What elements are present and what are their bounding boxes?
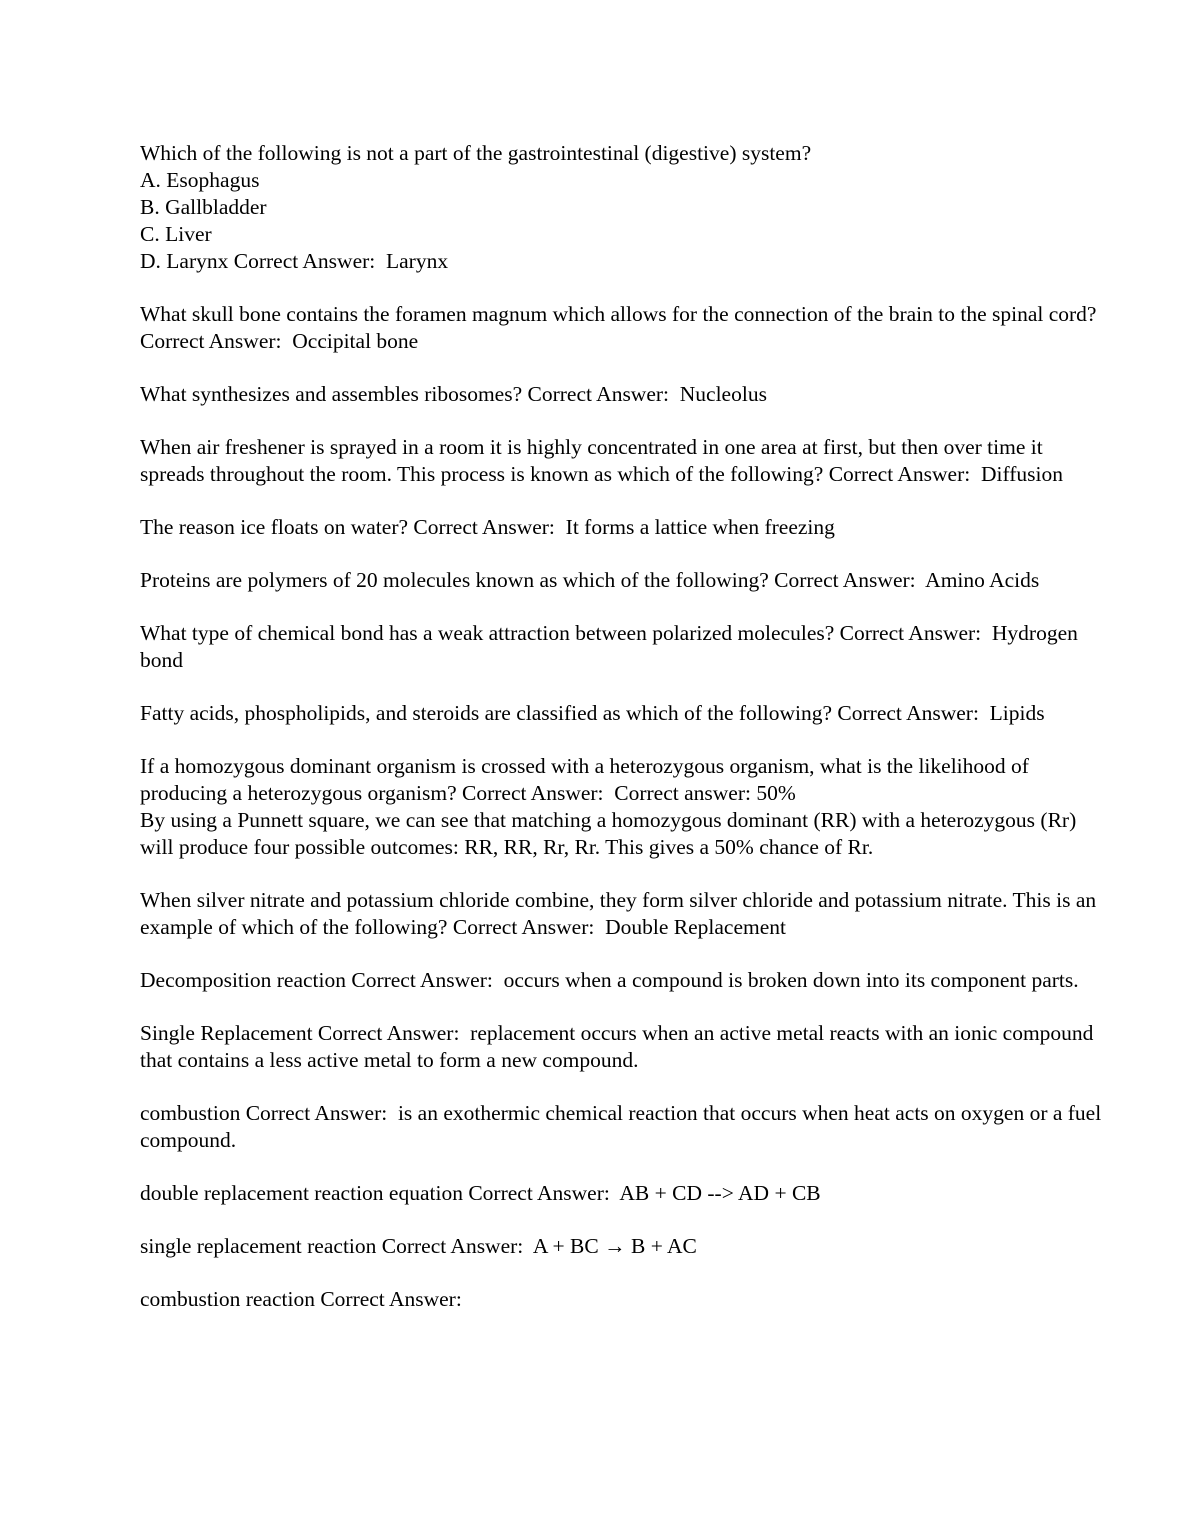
question-answer-text: spreads throughout the room. This process is known as which of the following? Correct Answer: Diffusion	[140, 462, 1063, 486]
question-answer-text: What type of chemical bond has a weak attraction between polarized molecules? Correct Answer: Hydrogen	[140, 621, 1078, 645]
question-block-single-replacement-equation	[140, 1233, 1188, 1260]
question-text: When air freshener is sprayed in a room it is highly concentrated in one area at first, but then over time it	[140, 435, 1043, 459]
answer-option-d: D. Larynx Correct Answer: Larynx	[140, 249, 449, 273]
question-block-digestive-system	[140, 140, 1188, 275]
question-block-hydrogen-bond	[140, 620, 1188, 674]
question-answer-text: example of which of the following? Correct Answer: Double Replacement	[140, 915, 786, 939]
question-answer-text: producing a heterozygous organism? Correct Answer: Correct answer: 50%	[140, 781, 796, 805]
question-block-diffusion	[140, 434, 1188, 488]
question-text: Which of the following is not a part of the gastrointestinal (digestive) system?	[140, 141, 812, 165]
question-block-ribosomes	[140, 381, 1188, 408]
question-text: When silver nitrate and potassium chloride combine, they form silver chloride and potassium nitrate. This is an	[140, 888, 1097, 912]
question-block-decomposition	[140, 967, 1188, 994]
question-block-combustion-reaction	[140, 1286, 1188, 1313]
correct-answer-text: that contains a less active metal to form a new compound.	[140, 1048, 639, 1072]
question-answer-text: Decomposition reaction Correct Answer: occurs when a compound is broken down into its component parts.	[140, 968, 1079, 992]
question-block-double-replacement-equation	[140, 1180, 1188, 1207]
correct-answer-text: compound.	[140, 1128, 237, 1152]
question-block-ice-floats	[140, 514, 1188, 541]
explanation-text: By using a Punnett square, we can see that matching a homozygous dominant (RR) with a heterozygous (Rr)	[140, 808, 1077, 832]
question-answer-text: The reason ice floats on water? Correct Answer: It forms a lattice when freezing	[140, 515, 835, 539]
answer-option-b: B. Gallbladder	[140, 195, 267, 219]
question-block-double-replacement	[140, 887, 1188, 941]
correct-answer-text: Correct Answer: Occipital bone	[140, 329, 419, 353]
correct-answer-text: bond	[140, 648, 183, 672]
question-text: What skull bone contains the foramen magnum which allows for the connection of the brain to the spinal cord?	[140, 302, 1097, 326]
answer-option-a: A. Esophagus	[140, 168, 260, 192]
document-content	[140, 140, 1188, 1339]
question-answer-text: combustion Correct Answer: is an exothermic chemical reaction that occurs when heat acts on oxygen or a fuel	[140, 1101, 1102, 1125]
question-answer-text: Single Replacement Correct Answer: replacement occurs when an active metal reacts with an ionic compound	[140, 1021, 1094, 1045]
question-answer-text: Proteins are polymers of 20 molecules known as which of the following? Correct Answer: Amino Acids	[140, 568, 1040, 592]
explanation-text: will produce four possible outcomes: RR, RR, Rr, Rr. This gives a 50% chance of Rr.	[140, 835, 874, 859]
question-block-punnett-square	[140, 753, 1188, 861]
question-block-combustion	[140, 1100, 1188, 1154]
question-text: If a homozygous dominant organism is crossed with a heterozygous organism, what is the likelihood of	[140, 754, 1029, 778]
question-block-single-replacement	[140, 1020, 1188, 1074]
question-answer-text: combustion reaction Correct Answer:	[140, 1287, 462, 1311]
question-block-lipids	[140, 700, 1188, 727]
question-answer-text: Fatty acids, phospholipids, and steroids are classified as which of the following? Correct Answer: Lipids	[140, 701, 1045, 725]
answer-option-c: C. Liver	[140, 222, 212, 246]
question-answer-text: double replacement reaction equation Correct Answer: AB + CD --> AD + CB	[140, 1181, 821, 1205]
question-answer-text: What synthesizes and assembles ribosomes? Correct Answer: Nucleolus	[140, 382, 767, 406]
question-block-proteins	[140, 567, 1188, 594]
question-block-foramen-magnum	[140, 301, 1188, 355]
question-answer-text: single replacement reaction Correct Answer: A + BC → B + AC	[140, 1234, 697, 1258]
